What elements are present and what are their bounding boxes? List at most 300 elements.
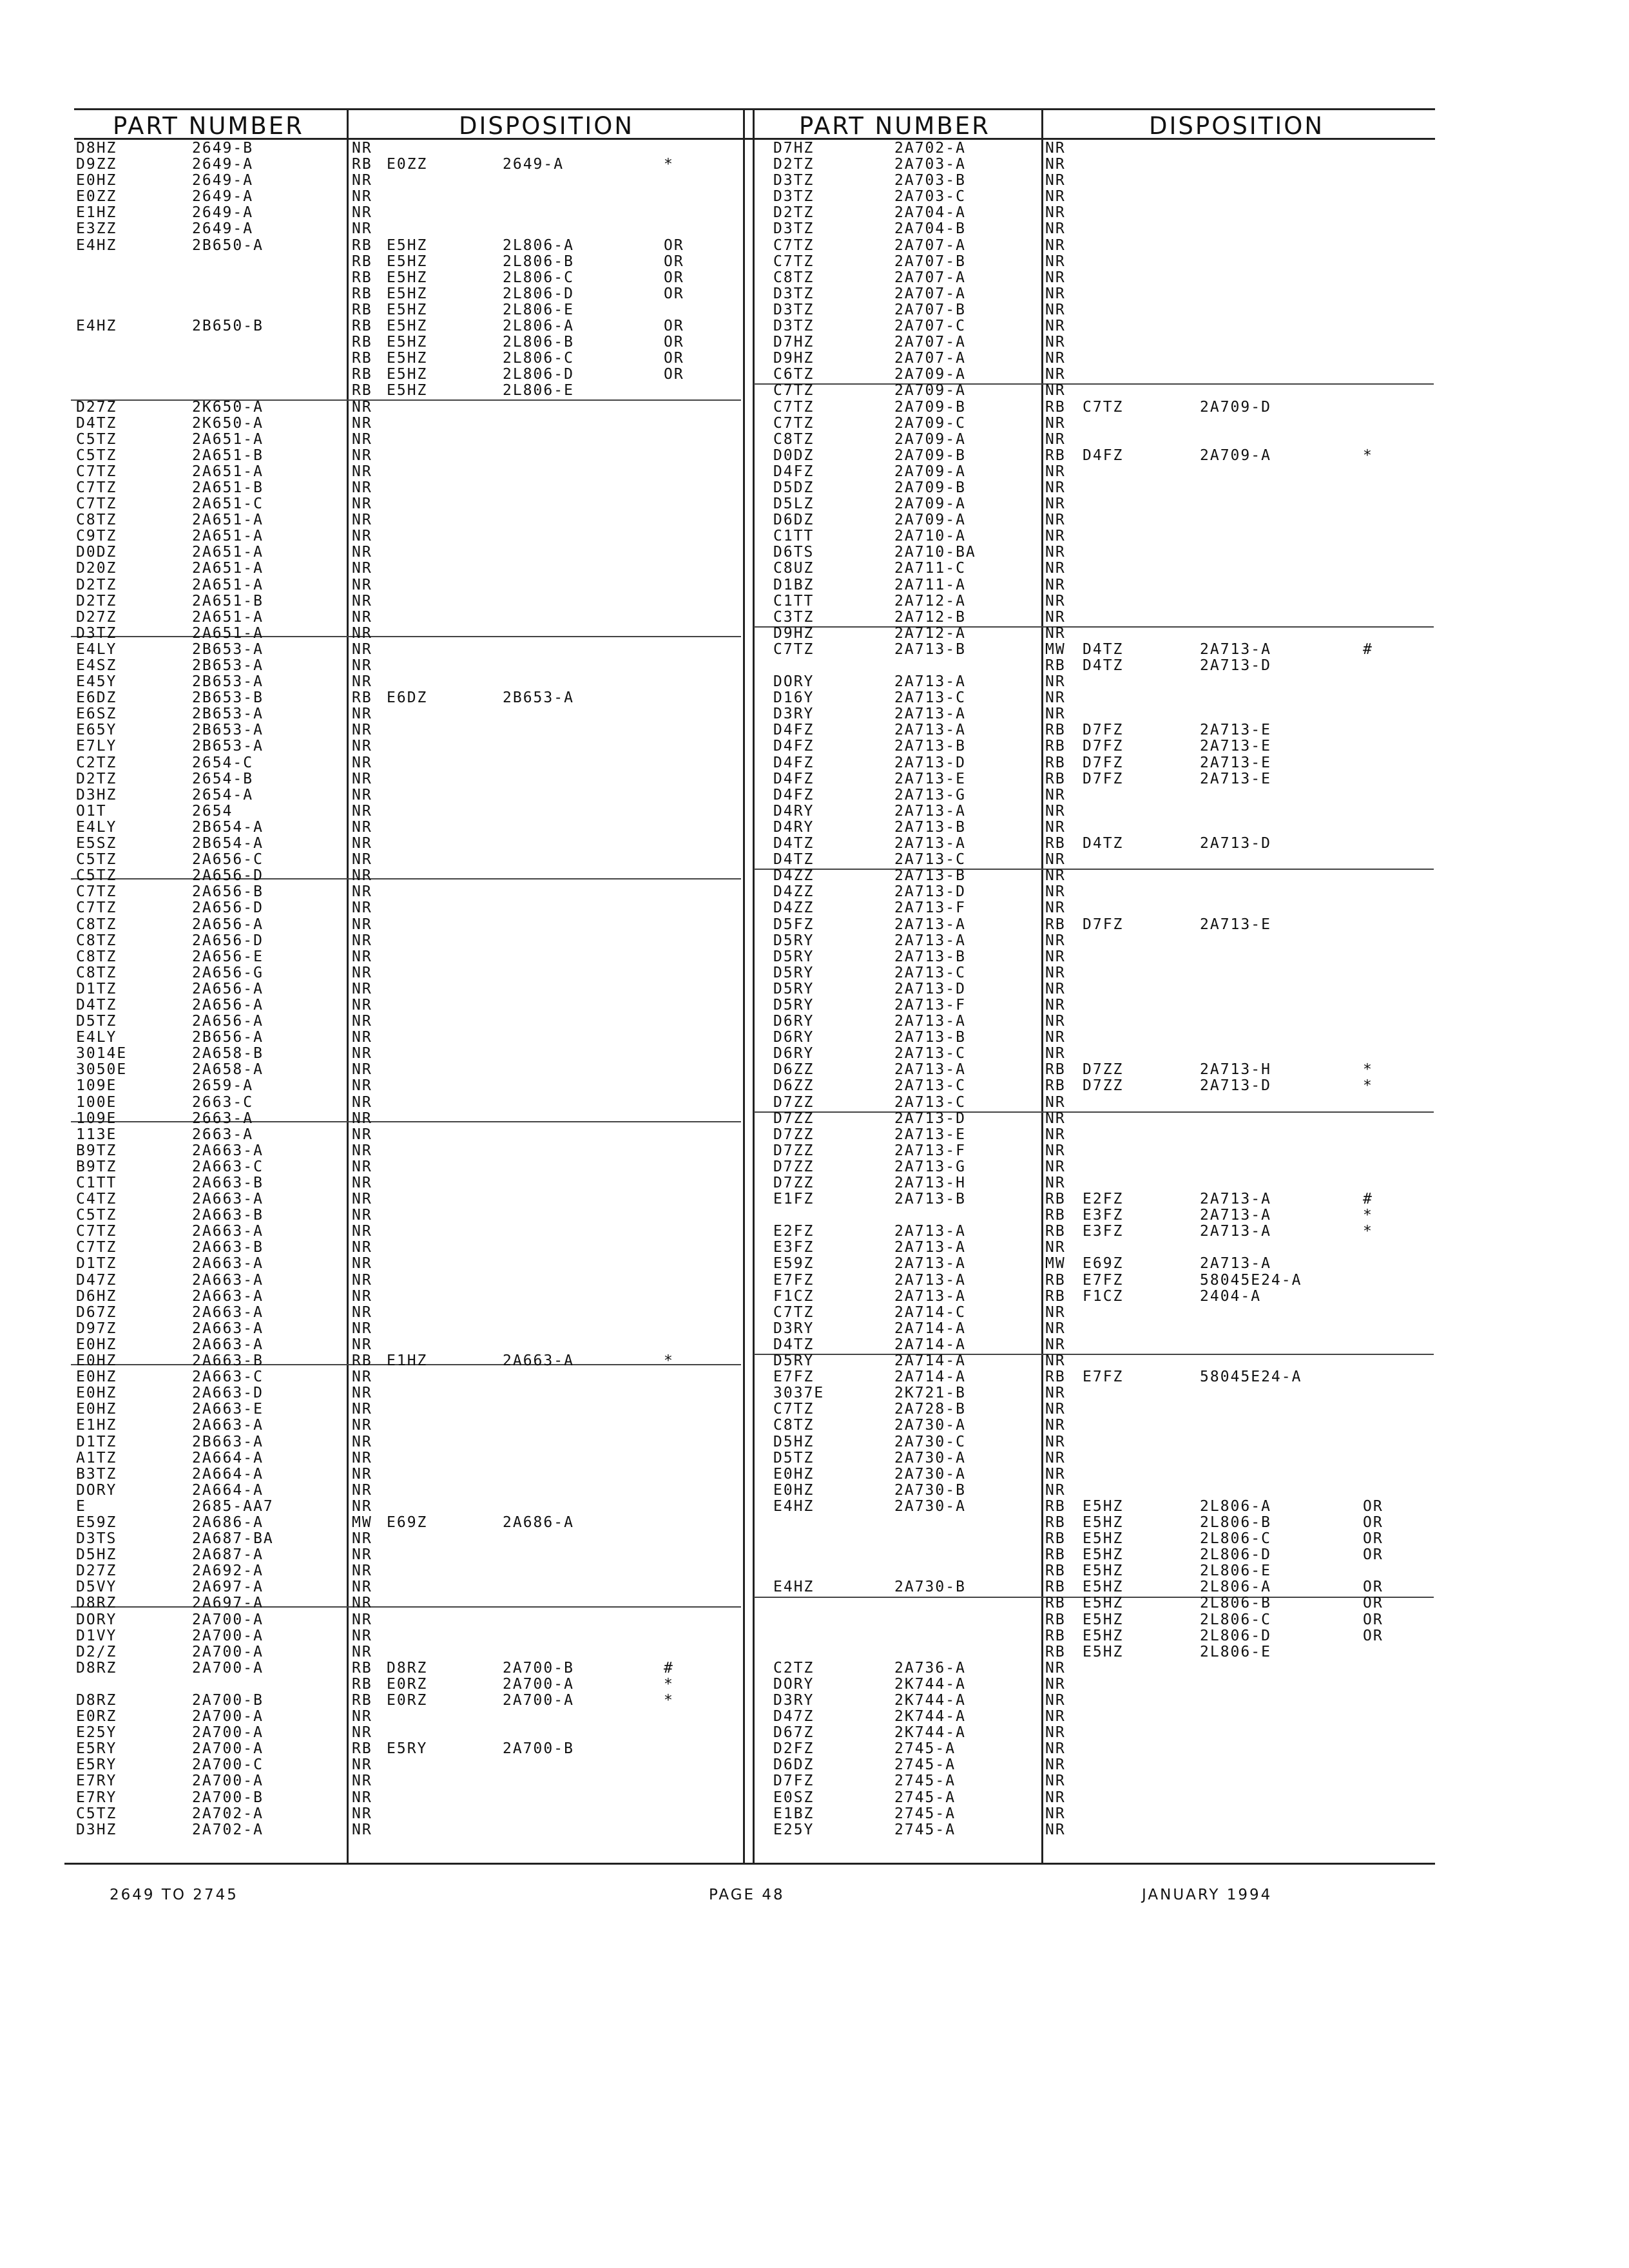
part-base: 2A730-A <box>894 1465 966 1483</box>
disposition-code: RB <box>352 334 372 351</box>
part-prefix: C3TZ <box>773 608 815 626</box>
part-prefix: B3TZ <box>76 1465 117 1483</box>
table-row <box>0 933 1629 949</box>
disposition-code: NR <box>1045 1045 1066 1062</box>
replacement-base: 2L806-B <box>503 253 574 270</box>
part-base: 2649-A <box>192 188 254 206</box>
part-prefix: D0DZ <box>76 544 117 561</box>
part-base: 2A651-A <box>192 528 264 545</box>
table-row <box>0 626 1629 642</box>
part-base: 2A700-A <box>192 1724 264 1742</box>
table-row <box>0 1531 1629 1547</box>
part-prefix: E0RZ <box>76 1708 117 1725</box>
part-base: 2A663-A <box>192 1287 264 1305</box>
replacement-base: 2L806-B <box>1200 1595 1271 1612</box>
part-prefix: D3RY <box>773 1692 815 1709</box>
note-mark: OR <box>1363 1627 1383 1644</box>
part-base: 2663-A <box>192 1126 254 1143</box>
part-base: 2A707-A <box>894 350 966 367</box>
note-mark: OR <box>664 253 684 270</box>
replacement-base: 2A700-B <box>503 1740 574 1758</box>
replacement-base: 2A713-E <box>1200 770 1271 787</box>
part-base: 2A663-D <box>192 1385 264 1402</box>
replacement-prefix: E5HZ <box>387 301 428 318</box>
disposition-code: NR <box>1045 1789 1066 1806</box>
disposition-code: RB <box>1045 916 1066 933</box>
part-prefix: D4ZZ <box>773 899 815 917</box>
table-row <box>0 610 1629 626</box>
disposition-code: NR <box>352 1546 372 1564</box>
part-base: 2649-A <box>192 156 254 173</box>
disposition-code: NR <box>1045 576 1066 593</box>
part-base: 2A651-C <box>192 495 264 513</box>
replacement-base: 2A713-E <box>1200 754 1271 771</box>
part-prefix: D8RZ <box>76 1659 117 1677</box>
part-prefix: D4TZ <box>76 996 117 1014</box>
part-prefix: D5TZ <box>76 1013 117 1030</box>
disposition-code: NR <box>1045 1724 1066 1742</box>
part-prefix: D6ZZ <box>773 1077 815 1095</box>
part-prefix: D5VY <box>76 1579 117 1596</box>
replacement-base: 2L806-A <box>1200 1579 1271 1596</box>
part-base: 2745-A <box>894 1756 956 1774</box>
disposition-code: NR <box>352 1385 372 1402</box>
table-row <box>0 286 1629 302</box>
disposition-code: NR <box>1045 188 1066 206</box>
disposition-code: NR <box>1045 899 1066 917</box>
part-prefix: D7FZ <box>773 1773 815 1790</box>
part-prefix: D5RY <box>773 980 815 997</box>
disposition-code: NR <box>352 1110 372 1127</box>
part-base: 2A728-B <box>894 1401 966 1418</box>
disposition-code: RB <box>1045 738 1066 755</box>
disposition-code: NR <box>1045 1175 1066 1191</box>
disposition-code: RB <box>1045 1287 1066 1305</box>
replacement-base: 2L806-C <box>1200 1530 1271 1548</box>
disposition-code: RB <box>1045 1497 1066 1515</box>
table-row <box>0 868 1629 884</box>
replacement-base: 2L806-E <box>503 301 574 318</box>
footer-part-range: 2649 TO 2745 <box>110 1887 238 1903</box>
part-base: 2B653-A <box>192 673 264 691</box>
part-prefix: D6HZ <box>76 1287 117 1305</box>
table-row <box>0 448 1629 464</box>
disposition-code: NR <box>1045 964 1066 981</box>
replacement-prefix: D7FZ <box>1083 770 1124 787</box>
part-base: 2A713-A <box>894 802 966 820</box>
part-base: 2A713-C <box>894 1045 966 1062</box>
disposition-code: NR <box>1045 318 1066 335</box>
disposition-code: NR <box>352 899 372 917</box>
part-base: 2A663-B <box>192 1175 264 1191</box>
part-base: 2A713-H <box>894 1175 966 1191</box>
disposition-code: RB <box>352 1692 372 1709</box>
disposition-code: NR <box>1045 1433 1066 1450</box>
part-base: 2A656-D <box>192 932 264 949</box>
part-prefix: C4TZ <box>76 1191 117 1208</box>
disposition-code: NR <box>1045 1692 1066 1709</box>
part-base: 2A663-A <box>192 1336 264 1353</box>
disposition-code: NR <box>1045 932 1066 949</box>
part-prefix: D6TS <box>773 544 815 561</box>
part-prefix: D2TZ <box>773 204 815 222</box>
replacement-base: 2A713-H <box>1200 1061 1271 1079</box>
part-base: 2A700-B <box>192 1789 264 1806</box>
part-number-header: PART NUMBER <box>113 112 304 140</box>
part-prefix: D7ZZ <box>773 1142 815 1159</box>
replacement-base: 2L806-A <box>1200 1497 1271 1515</box>
disposition-code: RB <box>1045 1077 1066 1095</box>
part-base: 2A730-C <box>894 1433 966 1450</box>
part-base: 2A702-A <box>894 140 966 157</box>
part-base: 2A664-A <box>192 1481 264 1499</box>
table-row <box>0 658 1629 674</box>
disposition-code: NR <box>1045 495 1066 513</box>
replacement-base: 2404-A <box>1200 1287 1262 1305</box>
replacement-base: 2A713-E <box>1200 916 1271 933</box>
part-prefix: C7TZ <box>76 463 117 480</box>
part-prefix: D47Z <box>76 1271 117 1289</box>
part-base: 2A712-B <box>894 608 966 626</box>
part-prefix: D5RY <box>773 964 815 981</box>
disposition-code: NR <box>352 1401 372 1418</box>
part-base: 2A713-C <box>894 1093 966 1111</box>
part-prefix: E3ZZ <box>76 220 117 238</box>
replacement-base: 2A713-E <box>1200 722 1271 739</box>
part-prefix: C7TZ <box>76 1223 117 1240</box>
part-prefix: C7TZ <box>76 479 117 496</box>
part-base: 2A713-A <box>894 835 966 852</box>
part-prefix: D4FZ <box>773 463 815 480</box>
table-row <box>0 528 1629 544</box>
part-prefix: D3TS <box>76 1530 117 1548</box>
disposition-code: NR <box>1045 1239 1066 1256</box>
part-prefix: D7ZZ <box>773 1126 815 1143</box>
part-prefix: E0HZ <box>773 1481 815 1499</box>
replacement-base: 2L806-D <box>1200 1627 1271 1644</box>
disposition-code: NR <box>352 1029 372 1046</box>
part-prefix: D27Z <box>76 608 117 626</box>
table-row <box>0 738 1629 754</box>
disposition-code: RB <box>1045 1207 1066 1224</box>
part-base: 2A703-A <box>894 156 966 173</box>
part-prefix: DORY <box>76 1481 117 1499</box>
disposition-code: NR <box>1045 1158 1066 1175</box>
table-row <box>0 1369 1629 1385</box>
part-base: 2K650-A <box>192 398 264 416</box>
part-base: 2649-B <box>192 140 254 157</box>
replacement-base: 2L806-D <box>503 285 574 302</box>
part-prefix: D2TZ <box>76 592 117 610</box>
table-row <box>0 1773 1629 1789</box>
part-prefix: D2TZ <box>773 156 815 173</box>
replacement-base: 2A713-A <box>1200 640 1271 658</box>
part-prefix: E0HZ <box>773 1465 815 1483</box>
replacement-prefix: E5HZ <box>1083 1643 1124 1660</box>
part-base: 2A700-A <box>192 1740 264 1758</box>
part-base: 2A656-C <box>192 851 264 869</box>
table-row <box>0 1046 1629 1062</box>
replacement-prefix: D7FZ <box>1083 722 1124 739</box>
part-prefix: E6DZ <box>76 689 117 707</box>
part-base: 2A713-B <box>894 948 966 965</box>
part-prefix: E0SZ <box>773 1789 815 1806</box>
note-mark: * <box>664 1692 674 1709</box>
table-row <box>0 965 1629 981</box>
part-prefix: D3TZ <box>773 188 815 206</box>
note-mark: OR <box>664 350 684 367</box>
disposition-code: NR <box>1045 1385 1066 1402</box>
table-row <box>0 1401 1629 1418</box>
disposition-code: NR <box>1045 883 1066 901</box>
replacement-base: 58045E24-A <box>1200 1271 1302 1289</box>
part-base: 2745-A <box>894 1789 956 1806</box>
part-prefix: D3HZ <box>76 786 117 803</box>
disposition-code: RB <box>1045 1369 1066 1386</box>
part-prefix: D4TZ <box>773 851 815 869</box>
replacement-base: 2A663-A <box>503 1352 574 1370</box>
disposition-code: NR <box>352 398 372 416</box>
part-base: 2A664-A <box>192 1449 264 1466</box>
table-row <box>0 1709 1629 1725</box>
table-row <box>0 1143 1629 1159</box>
part-prefix: D3RY <box>773 1320 815 1337</box>
part-prefix: 109E <box>76 1110 117 1127</box>
replacement-prefix: E5RY <box>387 1740 428 1758</box>
table-row <box>0 803 1629 820</box>
disposition-code: NR <box>352 1756 372 1774</box>
part-prefix: C7TZ <box>76 883 117 901</box>
note-mark: * <box>1363 1223 1373 1240</box>
part-prefix: E4HZ <box>773 1579 815 1596</box>
part-prefix: D5RY <box>773 1352 815 1370</box>
disposition-code: NR <box>352 1481 372 1499</box>
table-row <box>0 1563 1629 1579</box>
disposition-code: MW <box>1045 1255 1066 1273</box>
replacement-prefix: D4TZ <box>1083 640 1124 658</box>
disposition-header: DISPOSITION <box>459 112 635 140</box>
table-row <box>0 1095 1629 1111</box>
part-prefix: E0ZZ <box>76 188 117 206</box>
part-prefix: D5LZ <box>773 495 815 513</box>
part-prefix: C2TZ <box>76 754 117 771</box>
replacement-prefix: F1CZ <box>1083 1287 1124 1305</box>
replacement-base: 2649-A <box>503 156 564 173</box>
part-prefix: D7ZZ <box>773 1110 815 1127</box>
part-base: 2659-A <box>192 1077 254 1095</box>
disposition-code: NR <box>1045 220 1066 238</box>
disposition-code: RB <box>1045 835 1066 852</box>
disposition-code: NR <box>352 447 372 464</box>
disposition-code: NR <box>1045 463 1066 480</box>
part-base: 2A713-G <box>894 1158 966 1175</box>
part-prefix: E0HZ <box>76 1401 117 1418</box>
part-base: 2649-A <box>192 204 254 222</box>
part-prefix: D3TZ <box>773 318 815 335</box>
part-prefix: D8RZ <box>76 1692 117 1709</box>
replacement-prefix: D4FZ <box>1083 447 1124 464</box>
table-row <box>0 561 1629 577</box>
note-mark: OR <box>664 366 684 383</box>
replacement-base: 2L806-A <box>503 318 574 335</box>
part-base: 2A713-B <box>894 640 966 658</box>
disposition-code: RB <box>1045 1514 1066 1531</box>
part-base: 2B654-A <box>192 835 264 852</box>
part-base: 2B653-A <box>192 706 264 723</box>
table-row <box>0 480 1629 496</box>
table-row <box>0 432 1629 448</box>
part-prefix: D5RY <box>773 948 815 965</box>
part-base: 2A707-A <box>894 236 966 254</box>
part-prefix: E25Y <box>76 1724 117 1742</box>
disposition-code: RB <box>352 285 372 302</box>
part-prefix: D2TZ <box>76 770 117 787</box>
part-prefix: D27Z <box>76 398 117 416</box>
part-base: 2B650-A <box>192 236 264 254</box>
replacement-prefix: E5HZ <box>1083 1627 1124 1644</box>
disposition-code: NR <box>352 818 372 836</box>
part-prefix: D5HZ <box>773 1433 815 1450</box>
part-prefix: D7HZ <box>773 140 815 157</box>
note-mark: OR <box>664 269 684 286</box>
top-rule <box>74 108 1435 110</box>
replacement-prefix: E5HZ <box>1083 1595 1124 1612</box>
part-base: 2A709-A <box>894 382 966 399</box>
part-prefix: C5TZ <box>76 430 117 448</box>
part-base: 2A663-E <box>192 1401 264 1418</box>
disposition-code: NR <box>352 430 372 448</box>
part-base: 2A651-B <box>192 592 264 610</box>
part-base: 2745-A <box>894 1740 956 1758</box>
table-row <box>0 1822 1629 1838</box>
part-prefix: B9TZ <box>76 1158 117 1175</box>
part-base: 2K744-A <box>894 1675 966 1693</box>
table-row <box>0 189 1629 205</box>
disposition-code: NR <box>352 1708 372 1725</box>
table-row <box>0 1628 1629 1644</box>
table-row <box>0 1353 1629 1369</box>
part-base: 2A713-C <box>894 851 966 869</box>
disposition-code: NR <box>1045 1449 1066 1466</box>
part-prefix: E45Y <box>76 673 117 691</box>
disposition-code: NR <box>1045 851 1066 869</box>
disposition-code: NR <box>352 738 372 755</box>
disposition-code: NR <box>352 220 372 238</box>
disposition-code: NR <box>352 722 372 739</box>
disposition-code: NR <box>1045 560 1066 577</box>
table-row <box>0 270 1629 286</box>
part-prefix: 109E <box>76 1077 117 1095</box>
table-row <box>0 1499 1629 1515</box>
table-row <box>0 1450 1629 1466</box>
disposition-code: NR <box>1045 673 1066 691</box>
part-base: 2A663-A <box>192 1142 264 1159</box>
table-row <box>0 820 1629 836</box>
part-prefix: E0HZ <box>76 1369 117 1386</box>
part-base: 2K744-A <box>894 1692 966 1709</box>
part-prefix: F1CZ <box>773 1287 815 1305</box>
replacement-base: 2L806-B <box>503 334 574 351</box>
part-prefix: D47Z <box>773 1708 815 1725</box>
table-row <box>0 1240 1629 1256</box>
part-prefix: C7TZ <box>773 414 815 432</box>
note-mark: OR <box>1363 1546 1383 1564</box>
part-prefix: D7ZZ <box>773 1158 815 1175</box>
disposition-code: NR <box>352 495 372 513</box>
part-base: 2A658-B <box>192 1045 264 1062</box>
part-prefix: E7RY <box>76 1789 117 1806</box>
disposition-code: NR <box>352 1465 372 1483</box>
disposition-code: MW <box>1045 640 1066 658</box>
part-base: 2A710-BA <box>894 544 976 561</box>
disposition-code: NR <box>352 1789 372 1806</box>
disposition-code: NR <box>1045 786 1066 803</box>
table-row <box>0 302 1629 318</box>
disposition-code: RB <box>352 253 372 270</box>
table-row <box>0 1224 1629 1240</box>
disposition-code: NR <box>1045 1126 1066 1143</box>
replacement-base: 2A700-B <box>503 1659 574 1677</box>
part-prefix: D20Z <box>76 560 117 577</box>
part-base: 2A702-A <box>192 1805 264 1822</box>
table-row <box>0 836 1629 852</box>
disposition-code: NR <box>352 980 372 997</box>
part-base: 2A713-C <box>894 964 966 981</box>
part-base: 2B656-A <box>192 1029 264 1046</box>
part-prefix: B9TZ <box>76 1142 117 1159</box>
disposition-code: RB <box>1045 1595 1066 1612</box>
disposition-code: NR <box>1045 706 1066 723</box>
replacement-base: 2L806-A <box>503 236 574 254</box>
part-prefix: A1TZ <box>76 1449 117 1466</box>
part-base: 2A700-C <box>192 1756 264 1774</box>
table-row <box>0 1191 1629 1207</box>
part-base: 2A714-A <box>894 1369 966 1386</box>
disposition-code: NR <box>1045 1401 1066 1418</box>
disposition-code: NR <box>1045 528 1066 545</box>
disposition-code: NR <box>1045 430 1066 448</box>
disposition-code: RB <box>352 1675 372 1693</box>
disposition-code: NR <box>1045 1093 1066 1111</box>
part-base: 2A709-B <box>894 398 966 416</box>
part-prefix: E0HZ <box>76 1385 117 1402</box>
part-base: 2A713-B <box>894 867 966 885</box>
table-row <box>0 1644 1629 1660</box>
part-base: 2A700-A <box>192 1627 264 1644</box>
part-base: 2A713-A <box>894 1287 966 1305</box>
disposition-code: NR <box>1045 382 1066 399</box>
part-base: 2649-A <box>192 172 254 189</box>
part-base: 2A713-A <box>894 722 966 739</box>
disposition-code: NR <box>1045 301 1066 318</box>
table-row <box>0 399 1629 416</box>
part-base: 2A651-A <box>192 608 264 626</box>
replacement-base: 2A700-A <box>503 1692 574 1709</box>
part-prefix: D4TZ <box>773 1336 815 1353</box>
part-prefix: E5SZ <box>76 835 117 852</box>
part-prefix: D6ZZ <box>773 1061 815 1079</box>
part-prefix: D3RY <box>773 706 815 723</box>
part-prefix: C8TZ <box>773 269 815 286</box>
part-prefix: C5TZ <box>76 1805 117 1822</box>
disposition-code: NR <box>352 706 372 723</box>
part-base: 2B653-A <box>192 640 264 658</box>
table-row <box>0 1111 1629 1127</box>
part-base: 2B653-A <box>192 657 264 674</box>
disposition-code: RB <box>1045 770 1066 787</box>
part-prefix: DORY <box>773 1675 815 1693</box>
part-base: 2A713-B <box>894 818 966 836</box>
